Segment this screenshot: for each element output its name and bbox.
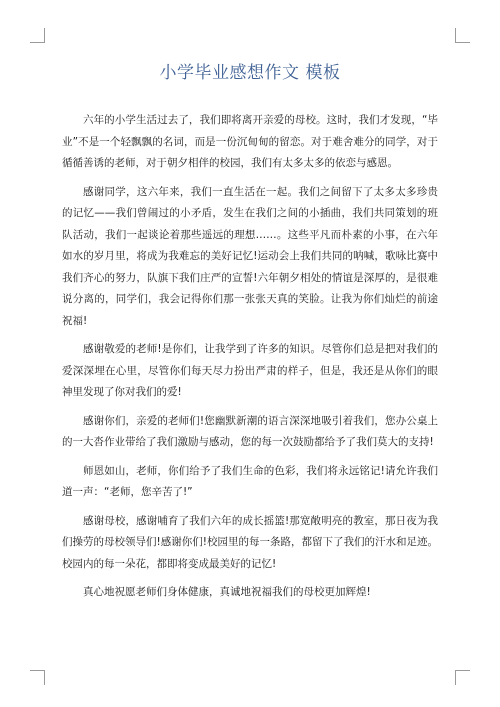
- crop-mark-bottom-left: [30, 670, 45, 685]
- paragraph-teachers: 感谢敬爱的老师!是你们，让我学到了许多的知识。尽管你们总是把对我们的爱深深埋在心里，尽管你们每天尽力扮出严肃的样子，但是，我还是从你们的眼神里发现了你对我们的爱!: [62, 343, 438, 398]
- document-title: 小学毕业感想作文 模板: [159, 63, 341, 83]
- crop-mark-top-left: [30, 28, 45, 43]
- crop-mark-top-right: [455, 28, 470, 43]
- paragraph-school: 感谢母校，感谢哺育了我们六年的成长摇篮!那宽敞明亮的教室，那日夜为我们操劳的母校领导们!感谢你们!校园里的每一条路，都留下了我们的汗水和足迹。校园内的每一朵花，都即将变成最美好的记忆!: [62, 514, 438, 570]
- document-body: [62, 110, 438, 611]
- crop-mark-bottom-right: [455, 670, 470, 685]
- paragraph-classmates: 感谢同学，这六年来，我们一直生活在一起。我们之间留下了太多太多珍贵的记忆——我们曾闹过的小矛盾，发生在我们之间的小插曲，我们共同策划的班队活动，我们一起谈论着那些遥远的理想……。这些平凡而朴素的小事，在六年如水的岁月里，将成为我难忘的美好记忆!运动会上我们共同的呐喊，歌咏比赛中我们齐心的努力，队旗下我们庄严的宣誓!六年朝夕相处的情谊是深厚的，是很难说分离的，同学们，我会记得你们那一张张天真的笑脸。让我为你们灿烂的前途祝福!: [62, 185, 438, 327]
- paragraph-closing: 真心地祝愿老师们身体健康，真诚地祝福我们的母校更加辉煌!: [83, 586, 371, 598]
- paragraph-gratitude: 师恩如山，老师，你们给予了我们生命的色彩，我们将永远铭记!请允许我们道一声：“老师，您辛苦了!”: [62, 464, 438, 498]
- paragraph-intro: 六年的小学生活过去了，我们即将离开亲爱的母校。这时，我们才发现，“毕业”不是一个轻飘飘的名词，而是一份沉甸甸的留恋。对于难舍难分的同学，对于循循善诱的老师，对于朝夕相伴的校园，我们有太多太多的依恋与感恩。: [62, 114, 438, 169]
- paragraph-thanks-teachers: 感谢你们，亲爱的老师们!您幽默新潮的语言深深地吸引着我们，您办公桌上的一大沓作业带给了我们激励与感动，您的每一次鼓励都给予了我们莫大的支持!: [62, 414, 438, 448]
